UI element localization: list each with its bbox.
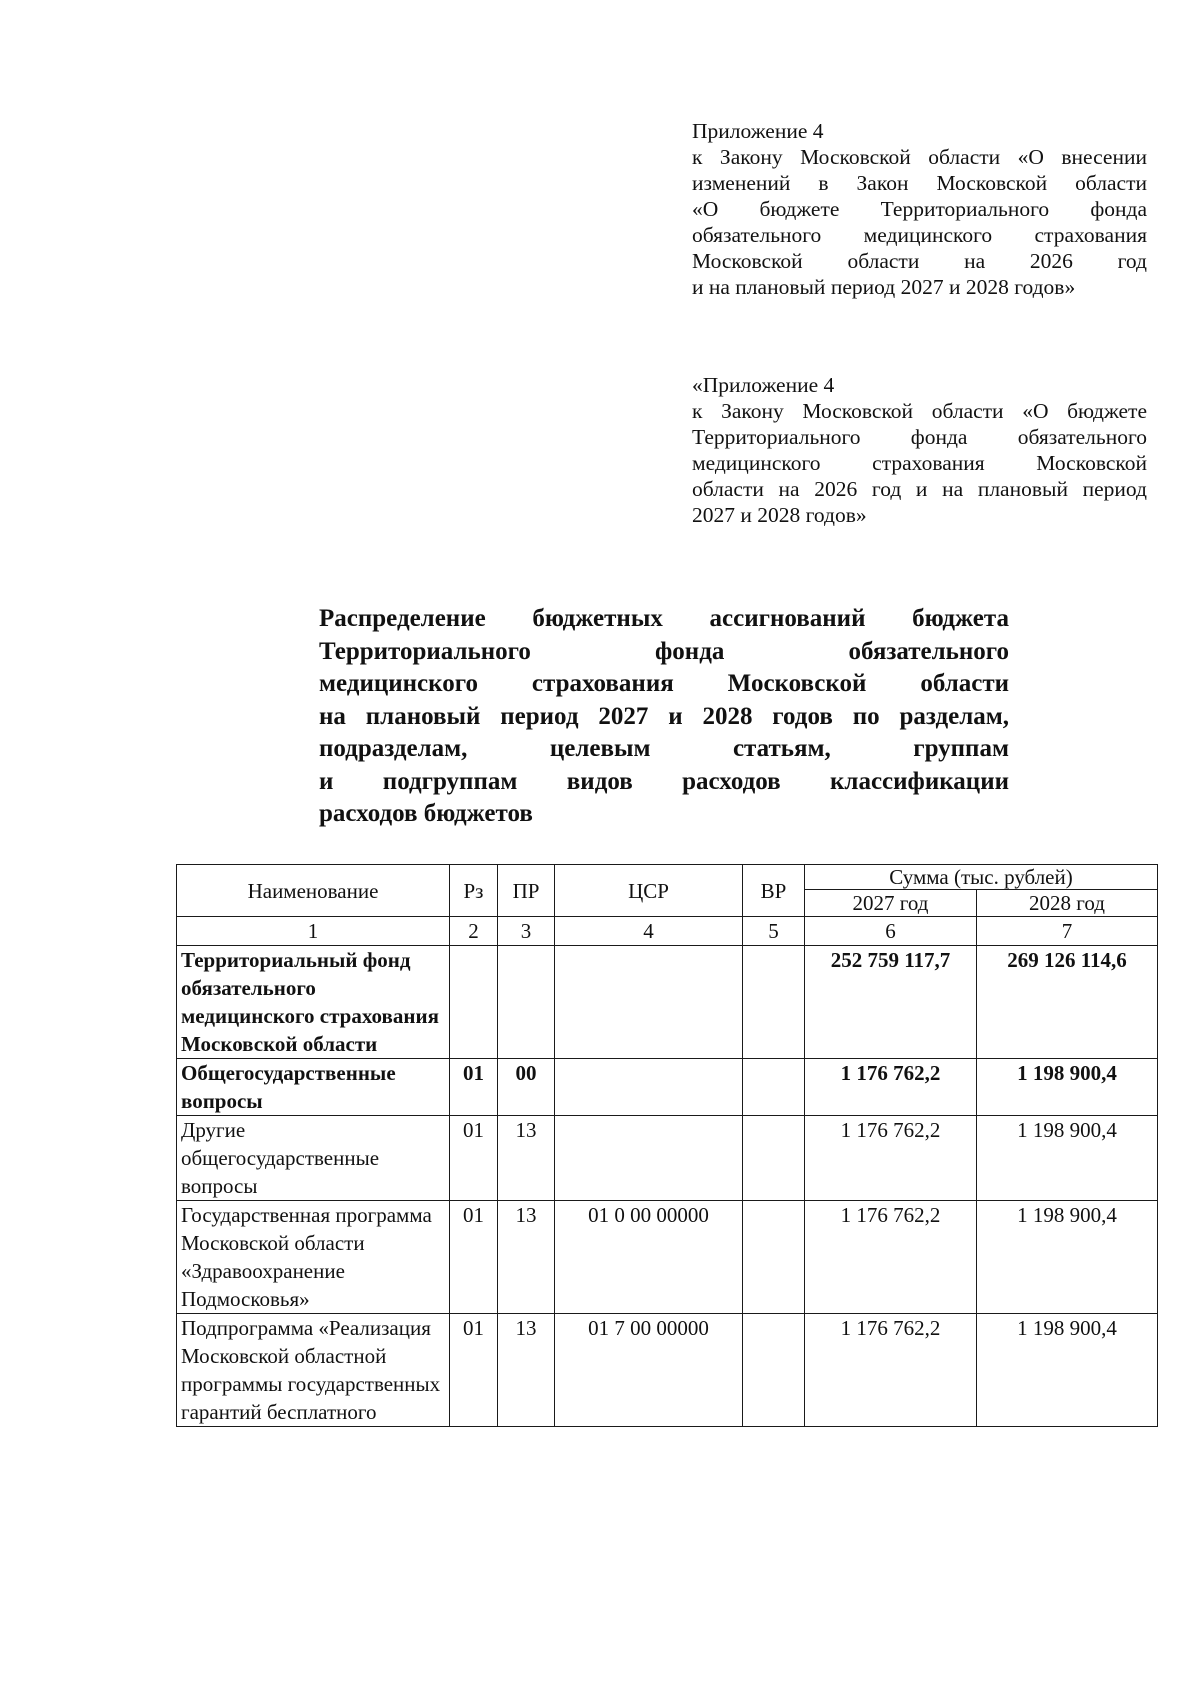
annex-line: Приложение 4 <box>692 119 824 143</box>
row-name: Подпрограмма «Реализация Московской областной программы государственных гарантий бесплатного <box>177 1314 450 1427</box>
annex-header-amending <box>692 118 1147 300</box>
row-name: Территориальный фонд обязательного медицинского страхования Московской области <box>177 946 450 1059</box>
row-name: Государственная программа Московской области «Здравоохранение Подмосковья» <box>177 1201 450 1314</box>
row-pr: 13 <box>498 1314 555 1427</box>
header-year-2028: 2028 год <box>977 890 1158 917</box>
annex-header-original <box>692 372 1147 528</box>
row-csr <box>555 946 743 1059</box>
annex-line: «О бюджете Территориального фонда <box>692 197 1147 221</box>
annex-line: к Закону Московской области «О бюджете <box>692 399 1147 423</box>
row-csr <box>555 1116 743 1201</box>
annex-line: медицинского страхования Московской <box>692 451 1147 475</box>
header-name: Наименование <box>177 865 450 917</box>
row-name: Другие общегосударственные вопросы <box>177 1116 450 1201</box>
document-title <box>319 603 1009 831</box>
annex-line: изменений в Закон Московской области <box>692 171 1147 195</box>
row-csr: 01 0 00 00000 <box>555 1201 743 1314</box>
row-vr <box>743 1201 805 1314</box>
annex-line: 2027 и 2028 годов» <box>692 503 867 527</box>
title-line: подразделам, целевым статьям, группам <box>319 735 1009 762</box>
row-pr <box>498 946 555 1059</box>
table-header-row <box>177 865 1158 890</box>
row-amount-2027: 1 176 762,2 <box>805 1116 977 1201</box>
table-row <box>177 1201 1158 1314</box>
row-amount-2028: 1 198 900,4 <box>977 1116 1158 1201</box>
row-vr <box>743 1059 805 1116</box>
row-rz: 01 <box>450 1116 498 1201</box>
row-amount-2027: 1 176 762,2 <box>805 1201 977 1314</box>
column-number: 7 <box>977 917 1158 946</box>
row-rz <box>450 946 498 1059</box>
table-row <box>177 946 1158 1059</box>
column-number: 6 <box>805 917 977 946</box>
table-row <box>177 1116 1158 1201</box>
header-rz: Рз <box>450 865 498 917</box>
title-line: и подгруппам видов расходов классификации <box>319 767 1009 795</box>
title-line: Распределение бюджетных ассигнований бюджета <box>319 605 1009 632</box>
row-amount-2028: 1 198 900,4 <box>977 1314 1158 1427</box>
row-amount-2028: 1 198 900,4 <box>977 1201 1158 1314</box>
column-number: 2 <box>450 917 498 946</box>
table-row <box>177 1314 1158 1427</box>
annex-line: Московской области на 2026 год <box>692 249 1147 273</box>
column-number: 5 <box>743 917 805 946</box>
column-numbers-row <box>177 917 1158 946</box>
row-rz: 01 <box>450 1201 498 1314</box>
header-csr: ЦСР <box>555 865 743 917</box>
title-line: на плановый период 2027 и 2028 годов по разделам, <box>319 702 1009 730</box>
row-amount-2028: 269 126 114,6 <box>977 946 1158 1059</box>
column-number: 3 <box>498 917 555 946</box>
row-pr: 00 <box>498 1059 555 1116</box>
row-pr: 13 <box>498 1201 555 1314</box>
header-year-2027: 2027 год <box>805 890 977 917</box>
row-vr <box>743 946 805 1059</box>
row-amount-2028: 1 198 900,4 <box>977 1059 1158 1116</box>
row-vr <box>743 1116 805 1201</box>
header-pr: ПР <box>498 865 555 917</box>
row-amount-2027: 252 759 117,7 <box>805 946 977 1059</box>
annex-line: «Приложение 4 <box>692 373 835 397</box>
annex-line: к Закону Московской области «О внесении <box>692 145 1147 169</box>
row-rz: 01 <box>450 1314 498 1427</box>
row-amount-2027: 1 176 762,2 <box>805 1059 977 1116</box>
budget-table <box>176 864 1158 1427</box>
column-number: 1 <box>177 917 450 946</box>
annex-line: Территориального фонда обязательного <box>692 425 1147 449</box>
row-csr <box>555 1059 743 1116</box>
annex-line: и на плановый период 2027 и 2028 годов» <box>692 275 1076 299</box>
table-row <box>177 1059 1158 1116</box>
title-line: расходов бюджетов <box>319 800 533 827</box>
row-name: Общегосударственные вопросы <box>177 1059 450 1116</box>
row-amount-2027: 1 176 762,2 <box>805 1314 977 1427</box>
title-line: медицинского страхования Московской области <box>319 670 1009 697</box>
header-sum: Сумма (тыс. рублей) <box>805 865 1158 890</box>
row-csr: 01 7 00 00000 <box>555 1314 743 1427</box>
row-vr <box>743 1314 805 1427</box>
title-line: Территориального фонда обязательного <box>319 637 1009 665</box>
row-pr: 13 <box>498 1116 555 1201</box>
header-vr: ВР <box>743 865 805 917</box>
annex-line: обязательного медицинского страхования <box>692 223 1147 247</box>
annex-line: области на 2026 год и на плановый период <box>692 477 1147 501</box>
row-rz: 01 <box>450 1059 498 1116</box>
column-number: 4 <box>555 917 743 946</box>
